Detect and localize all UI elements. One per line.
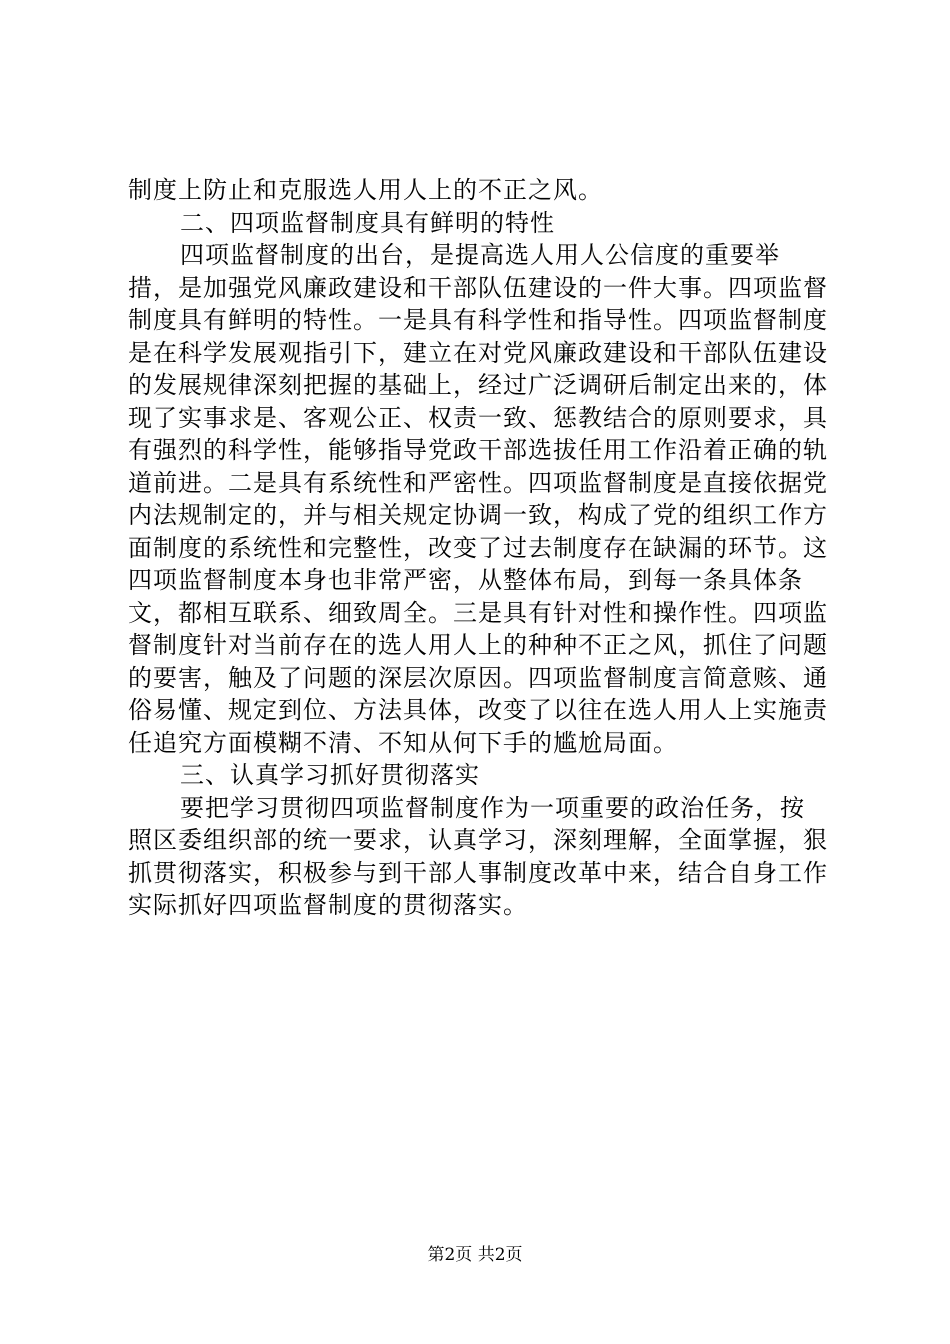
section-heading-2: 二、四项监督制度具有鲜明的特性: [180, 208, 555, 237]
page-footer: [0, 1244, 950, 1266]
section-paragraph-3: 要把学习贯彻四项监督制度作为一项重要的政治任务，按照区委组织部的统一要求，认真学习，深刻理解，全面掌握，狠抓贯彻落实，积极参与到干部人事制度改革中来，结合自身工作实际抓好四项监督制度的贯彻落实。: [128, 793, 828, 919]
section-heading-3: 三、认真学习抓好贯彻落实: [180, 761, 480, 789]
page-indicator: 第2页 共2页: [427, 1245, 523, 1265]
document-body: [128, 174, 828, 922]
section-paragraph-2: 四项监督制度的出台，是提高选人用人公信度的重要举措，是加强党风廉政建设和干部队伍建设的一件大事。四项监督制度具有鲜明的特性。一是具有科学性和指导性。四项监督制度是在科学发展观指引下，建立在对党风廉政建设和干部队伍建设的发展规律深刻把握的基础上，经过广泛调研后制定出来的，体现了实事求是、客观公正、权责一致、惩教结合的原则要求，具有强烈的科学性，能够指导党政干部选拔任用工作沿着正确的轨道前进。二是具有系统性和严密性。四项监督制度是直接依据党内法规制定的，并与相关规定协调一致，构成了党的组织工作方面制度的系统性和完整性，改变了过去制度存在缺漏的环节。这四项监督制度本身也非常严密，从整体布局，到每一条具体条文，都相互联系、细致周全。三是具有针对性和操作性。四项监督制度针对当前存在的选人用人上的种种不正之风，抓住了问题的要害，触及了问题的深层次原因。四项监督制度言简意赅、通俗易懂、规定到位、方法具体，改变了以往在选人用人上实施责任追究方面模糊不清、不知从何下手的尴尬局面。: [128, 241, 828, 757]
continuation-text: 制度上防止和克服选人用人上的不正之风。: [128, 176, 603, 204]
